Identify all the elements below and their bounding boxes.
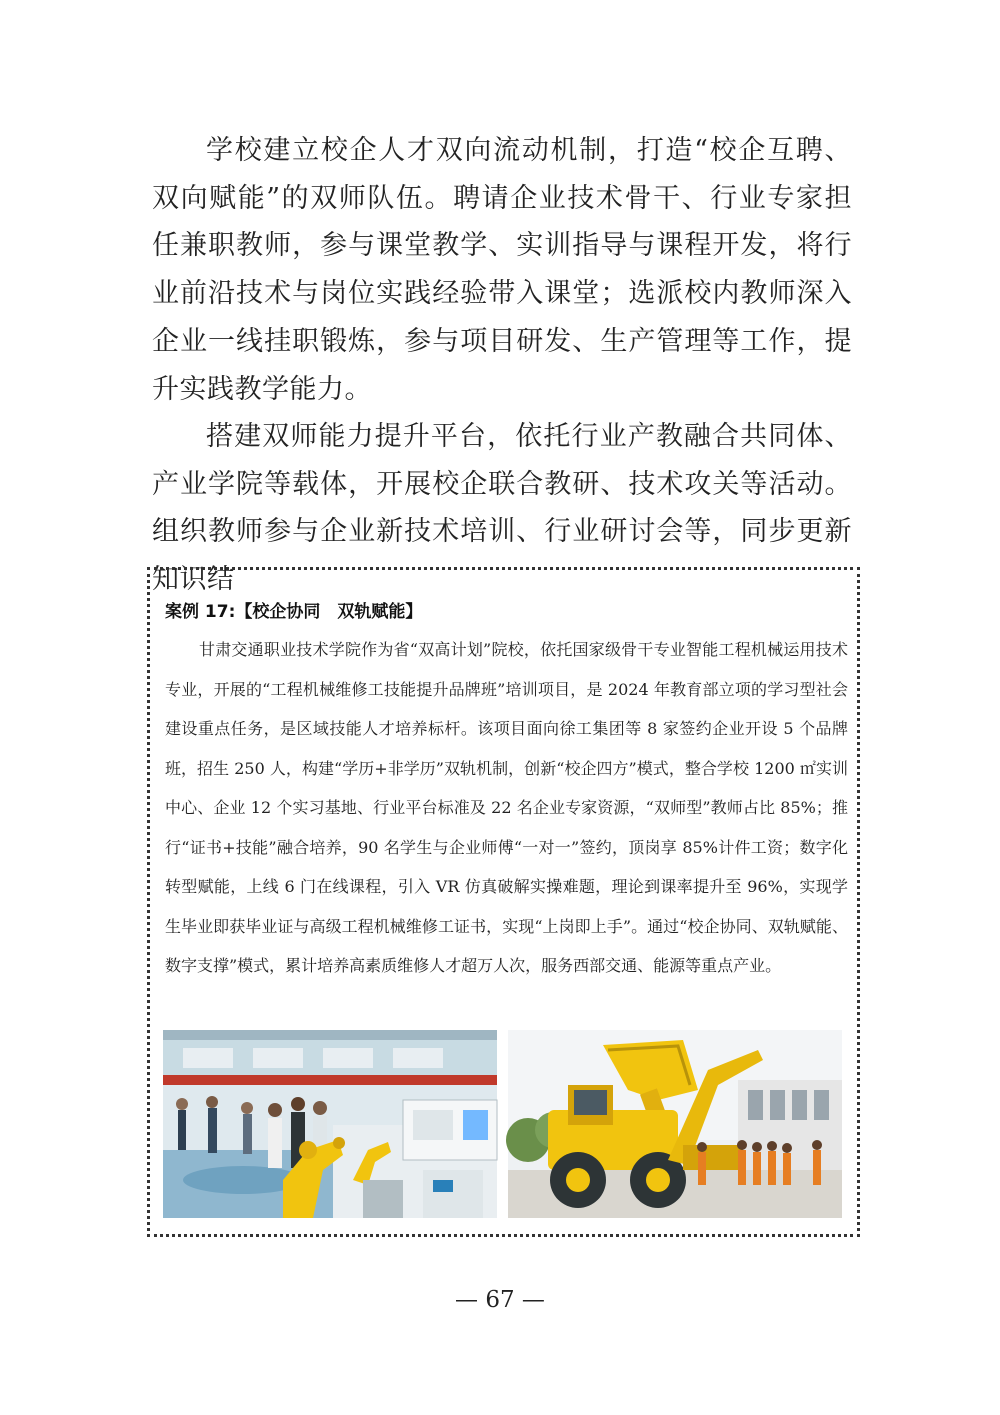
training-lab-photo xyxy=(163,1030,497,1218)
body-paragraph-1: 学校建立校企人才双向流动机制，打造“校企互聘、双向赋能”的双师队伍。聘请企业技术骨干、行业专家担任兼职教师，参与课堂教学、实训指导与课程开发，将行业前沿技术与岗位实践经验带入课堂；选派校内教师深入企业一线挂职锻炼，参与项目研发、生产管理等工作，提升实践教学能力。 xyxy=(152,135,852,405)
page-number: — 67 — xyxy=(455,1287,545,1313)
case-study-box xyxy=(147,567,860,1237)
body-paragraph-2: 搭建双师能力提升平台，依托行业产教融合共同体、产业学院等载体，开展校企联合教研、技术攻关等活动。组织教师参与企业新技术培训、行业研讨会等，同步更新知识结 xyxy=(152,421,852,596)
case-title: 案例 17:【校企协同 双轨赋能】 xyxy=(165,602,423,622)
wheel-loader-excavator-photo xyxy=(508,1030,842,1218)
case-text: 甘肃交通职业技术学院作为省“双高计划”院校，依托国家级骨干专业智能工程机械运用技术专业，开展的“工程机械维修工技能提升品牌班”培训项目，是 2024 年教育部立项的学习型社会建设重点任务，是区域技能人才培养标杆。该项目面向徐工集团等 8 家签约企业开设 5 个品牌班，招生 250 人，构建“学历+非学历”双轨机制，创新“校企四方”模式，整合学校 1200 ㎡实训中心、企业 12 个实习基地、行业平台标准及 22 名企业专家资源，“双师型”教师占比 85%；推行“证书+技能”融合培养，90 名学生与企业师傅“一对一”签约，顶岗享 85%计件工资；数字化转型赋能，上线 6 门在线课程，引入 VR 仿真破解实操难题，理论到课率提升至 96%，实现学生毕业即获毕业证与高级工程机械维修工证书，实现“上岗即上手”。通过“校企协同、双轨赋能、数字支撑”模式，累计培养高素质维修人才超万人次，服务西部交通、能源等重点产业。 xyxy=(165,640,848,975)
